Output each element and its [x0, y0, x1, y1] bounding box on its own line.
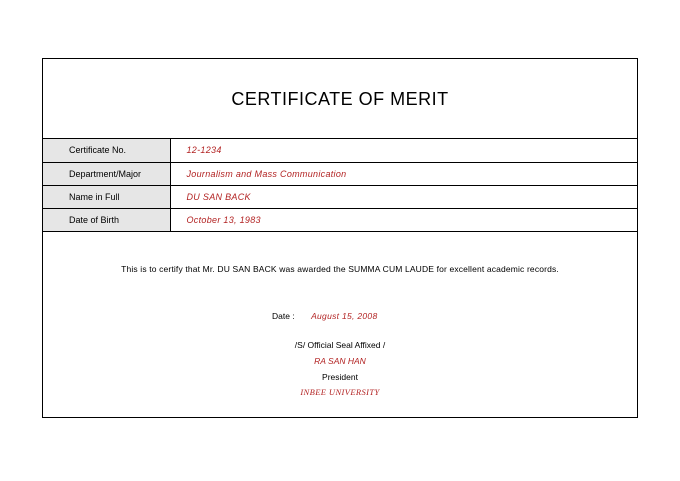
certification-statement: This is to certify that Mr. DU SAN BACK was awarded the SUMMA CUM LAUDE for excellent academic records.: [121, 263, 559, 274]
name-label: Name in Full: [43, 185, 170, 208]
award-date-line: [272, 311, 377, 321]
title-area: [43, 59, 637, 139]
certificate-frame: [42, 58, 638, 418]
signer-name: RA SAN HAN: [314, 355, 366, 366]
table-row: [43, 208, 637, 231]
certificate-no-value: 12-1234: [170, 139, 637, 162]
certificate-no-label: Certificate No.: [43, 139, 170, 162]
birth-date-label: Date of Birth: [43, 208, 170, 231]
name-value: DU SAN BACK: [170, 185, 637, 208]
table-row: [43, 162, 637, 185]
table-row: [43, 185, 637, 208]
info-table: [43, 139, 637, 232]
department-value: Journalism and Mass Communication: [170, 162, 637, 185]
university-name: INBEE UNIVERSITY: [300, 386, 380, 397]
certificate-title: CERTIFICATE OF MERIT: [231, 89, 449, 109]
table-row: [43, 139, 637, 162]
award-date-label: Date :: [272, 310, 295, 321]
signer-title: President: [322, 371, 358, 382]
official-seal-text: /S/ Official Seal Affixed /: [294, 339, 386, 350]
birth-date-value: October 13, 1983: [170, 208, 637, 231]
department-label: Department/Major: [43, 162, 170, 185]
certificate-body: [43, 232, 637, 417]
award-date-value: August 15, 2008: [311, 310, 378, 321]
